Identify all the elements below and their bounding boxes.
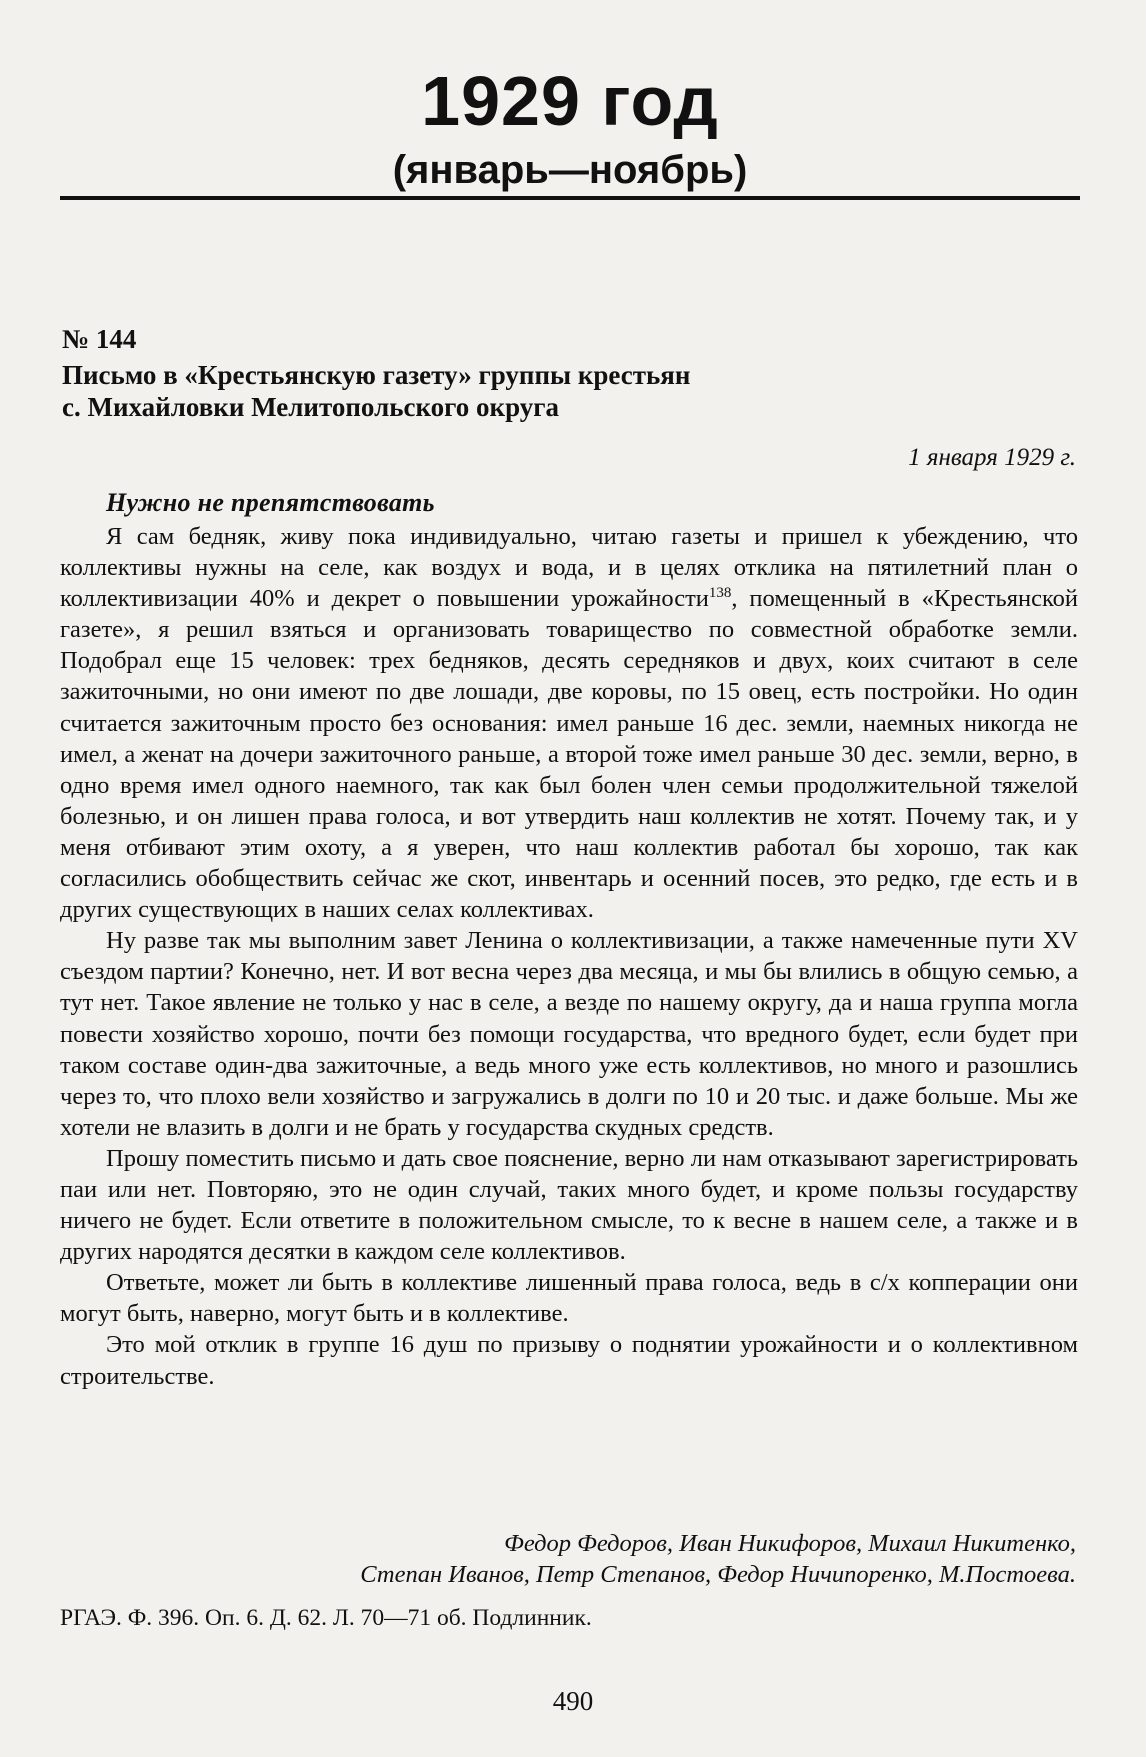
letter-heading: Нужно не препятствовать: [106, 488, 435, 517]
paragraph-3: Прошу поместить письмо и дать свое пояснение, верно ли нам отказывают зарегистрировать паи или нет. Повторяю, это не один случай, таких много будет, и кроме пользы государству ничего не будет. Если ответите в положительном смысле, то к весне в нашем селе, а также и в других народятся десятки в каждом селе коллективов.: [60, 1144, 1078, 1266]
page-number: 490: [552, 1686, 594, 1716]
chapter-months: (январь—ноябрь): [392, 148, 748, 192]
paragraph-1-part-b: , помещенный в «Крестьянской газете», я решил взяться и организовать товарищество по совместной обработке земли. Подобрал еще 15 человек: трех бедняков, десять середняков и двух, коих считают в селе зажиточными, но они имеют по две лошади, две коровы, по 15 овец, есть постройки. Но один считается зажиточным просто без основания: имел раньше 16 дес. земли, наемных никогда не имел, а женат на дочери зажиточного раньше, а второй тоже имел раньше 30 дес. земли, верно, в одно время имел одного наемного, так как был болен член семьи продолжительной тяжелой болезнью, и он лишен права голоса, и вот утвердить наш коллектив не хотят. Почему так, и у меня отбивают этим охоту, а я уверен, что наш коллектив работал бы хорошо, так как согласились обобществить сейчас же скот, инвентарь и осенний посев, это редко, где есть и в других существующих в наших селах коллективах.: [60, 585, 1078, 924]
signatures: [76, 1528, 1076, 1590]
paragraph-5: Это мой отклик в группе 16 душ по призыву о поднятии урожайности и о коллективном строительстве.: [60, 1331, 1078, 1390]
paragraph-1-part-a: Я сам бедняк, живу пока индивидуально, читаю газеты и пришел к убеждению, что коллективы нужны на селе, как воздух и вода, и в целях отклика на пятилетний план о коллективизации 40% и декрет о повышении урожайности: [60, 523, 1078, 613]
paragraph-2: Ну разве так мы выполним завет Ленина о коллективизации, а также намеченные пути XV съездом партии? Конечно, нет. И вот весна через два месяца, и мы бы влились в общую семью, а тут нет. Такое явление не только у нас в селе, а везде по нашему округу, да и наша группа могла повести хозяйство хорошо, почти без помощи государства, что вредного будет, если будет при таком составе один-два зажиточные, а ведь много уже есть коллективов, но много и разошлись через то, что плохо вели хозяйство и загружались в долги по 10 и 20 тыс. и даже больше. Мы же хотели не влазить в долги и не брать у государства скудных средств.: [60, 927, 1078, 1141]
paragraph-1: [60, 521, 1078, 925]
document-title: [62, 359, 1062, 423]
document-date: 1 января 1929 г.: [908, 444, 1076, 471]
footnote-reference: 138: [708, 585, 732, 602]
document-title-line-1: Письмо в «Крестьянскую газету» группы крестьян: [62, 360, 691, 390]
document-title-line-2: с. Михайловки Мелитопольского округа: [62, 392, 559, 422]
document-number: № 144: [62, 324, 137, 354]
header-rule: [60, 196, 1080, 200]
chapter-header: [60, 62, 1080, 194]
signatures-line-1: Федор Федоров, Иван Никифоров, Михаил Никитенко,: [504, 1530, 1076, 1557]
chapter-year: 1929 год: [421, 62, 719, 140]
paragraph-4: Ответьте, может ли быть в коллективе лишенный права голоса, ведь в с/х копперации они могут быть, наверно, могут быть и в коллективе.: [60, 1269, 1078, 1328]
archive-reference: РГАЭ. Ф. 396. Оп. 6. Д. 62. Л. 70—71 об. Подлинник.: [60, 1605, 592, 1631]
letter-body: [60, 521, 1078, 1392]
signatures-line-2: Степан Иванов, Петр Степанов, Федор Ничипоренко, М.Постоева.: [360, 1561, 1076, 1588]
